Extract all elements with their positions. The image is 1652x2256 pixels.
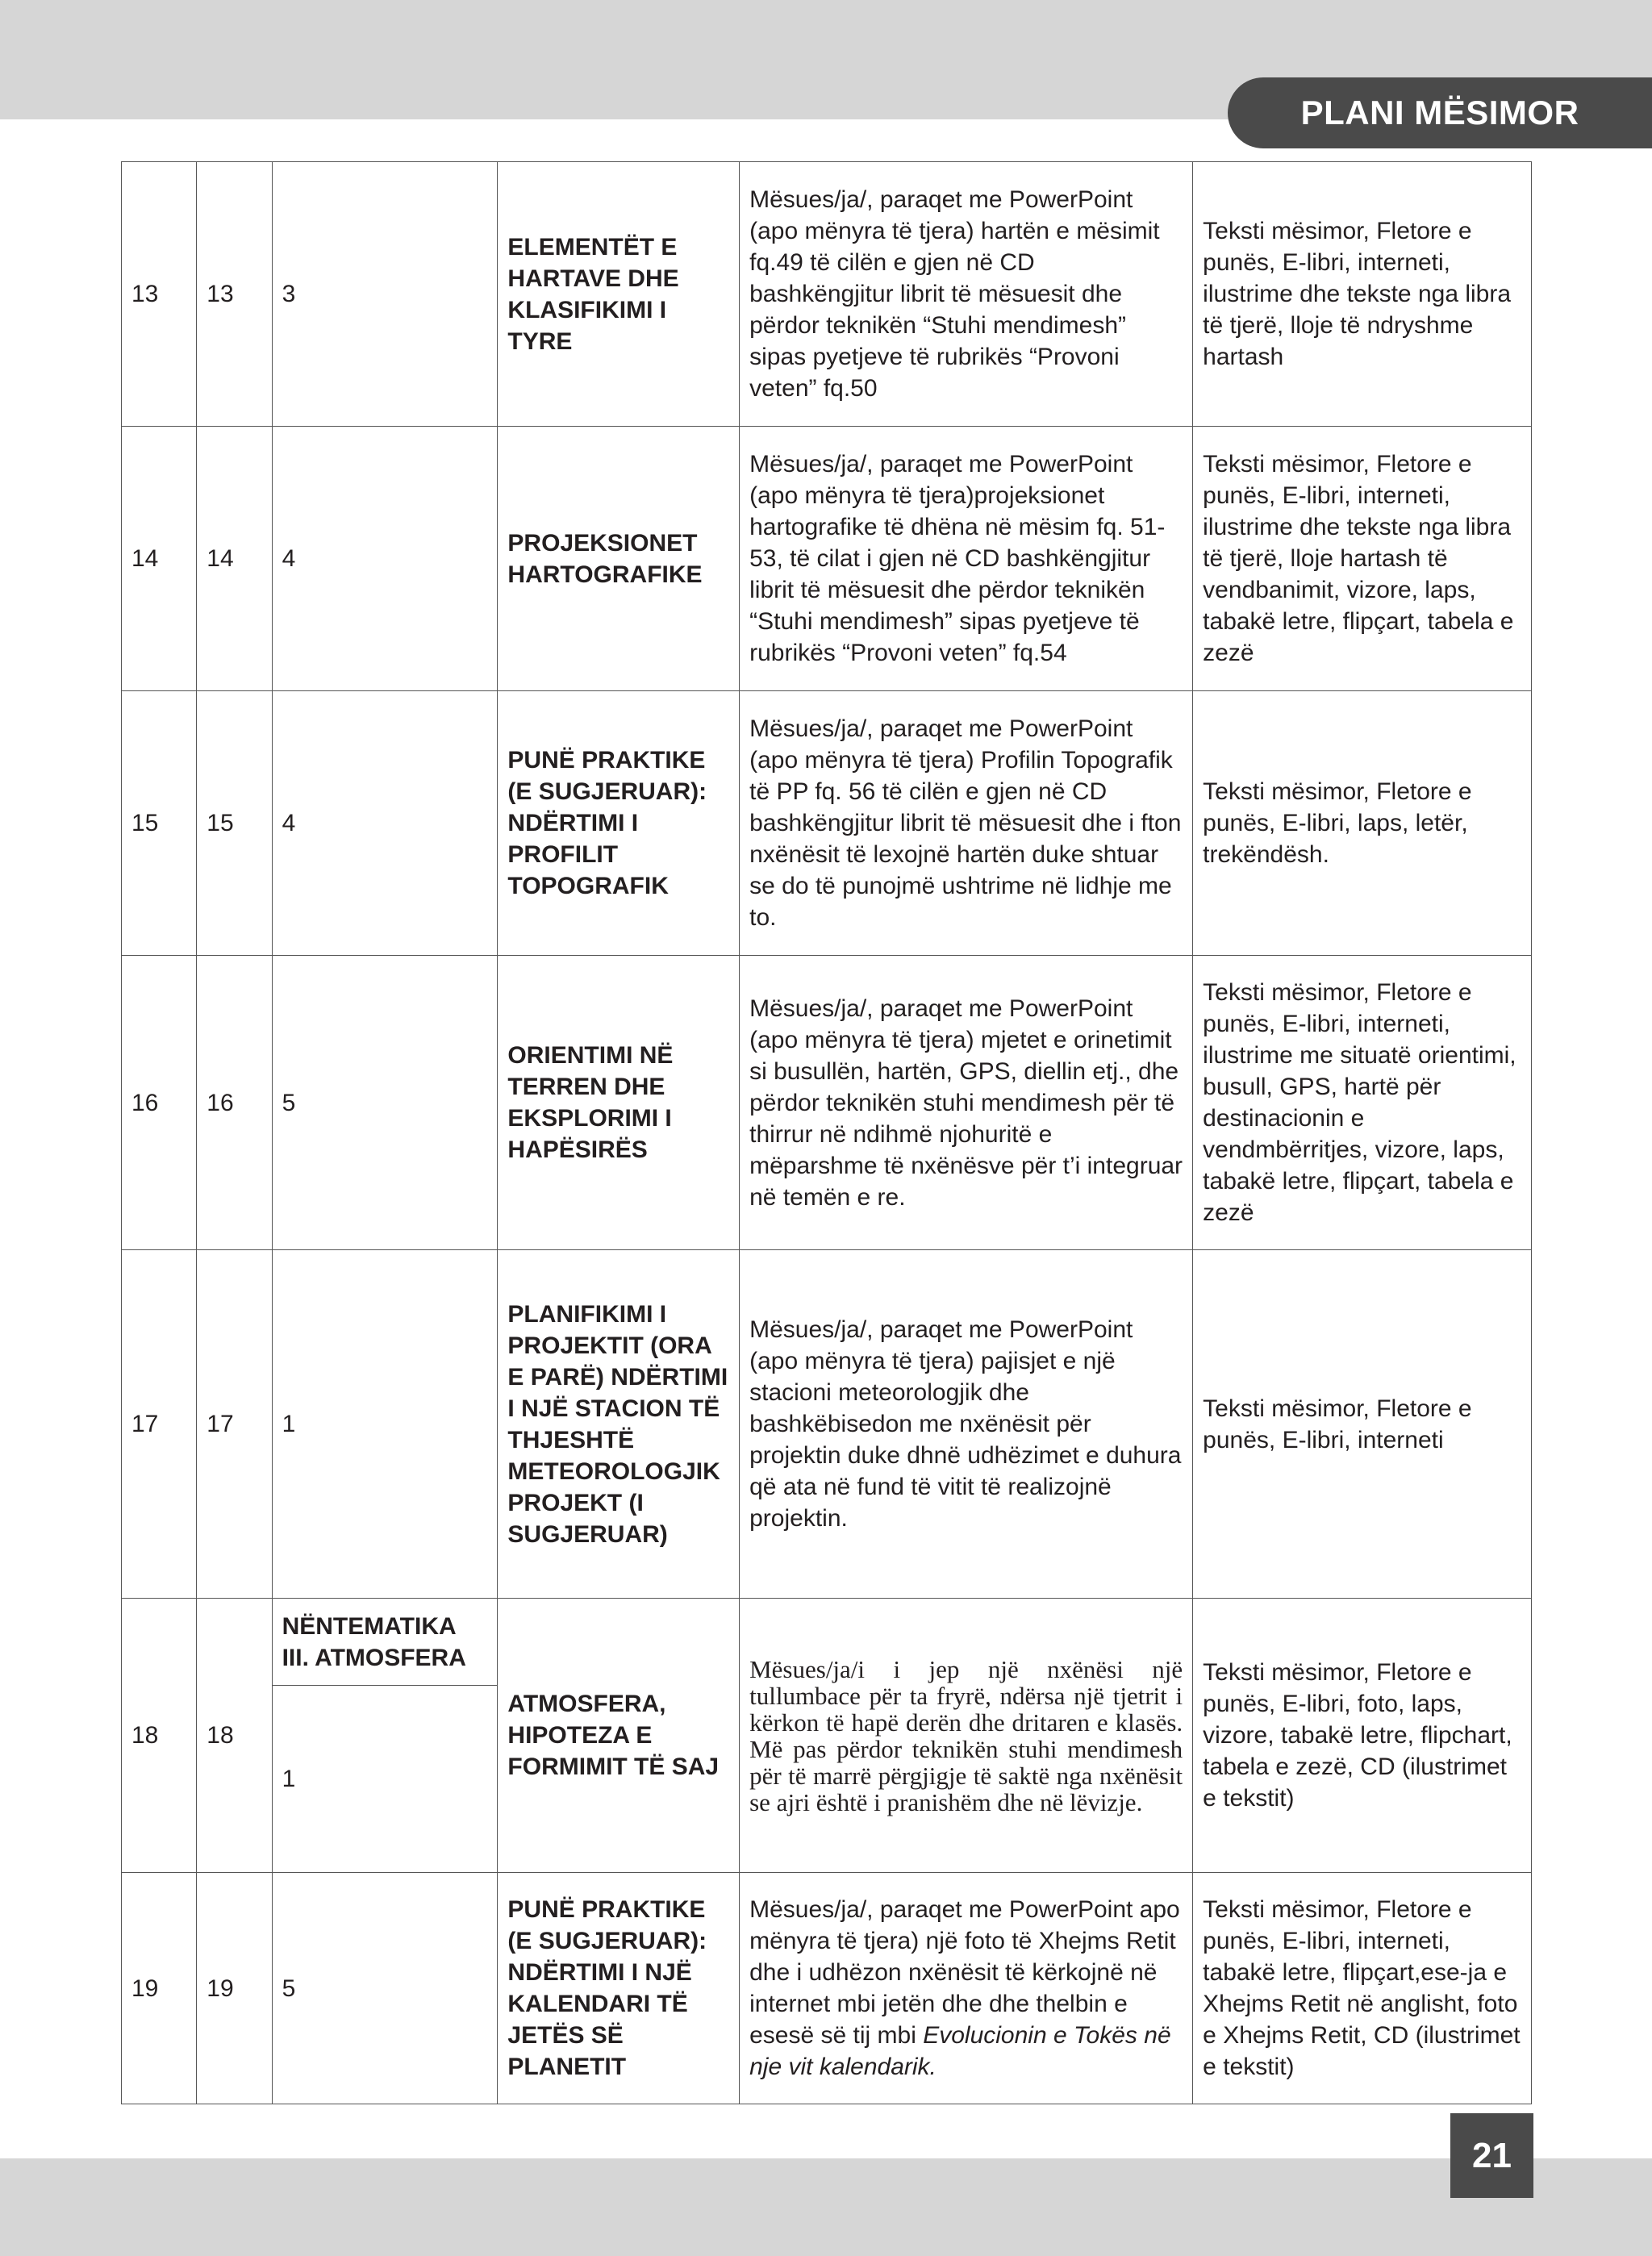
topic-cell: ATMOSFERA, HIPOTEZA E FORMIMIT TË SAJ	[498, 1599, 740, 1873]
hours-cell: 1	[272, 1250, 498, 1599]
lesson-number: 18	[197, 1599, 272, 1873]
description-cell: Mësues/ja/, paraqet me PowerPoint (apo mënyra të tjera) pajisjet e një stacioni meteorologjik dhe bashkëbisedon me nxënësit për projektin duke dhnë udhëzimet e duhura që ata në fund të vitit të realizojnë projektin.	[740, 1250, 1193, 1599]
description-cell: Mësues/ja/, paraqet me PowerPoint (apo mënyra të tjera) Profilin Topografik të PP fq. 56 të cilën e gjen në CD bashkëngjitur librit të mësuesit dhe i fton nxënësit të lexojnë hartën duke shtuar se do të punojmë ushtrime në lidhje me to.	[740, 691, 1193, 956]
resources-cell: Teksti mësimor, Fletore e punës, E-libri, foto, laps, vizore, tabakë letre, flipchart, tabela e zezë, CD (ilustrimet e tekstit)	[1193, 1599, 1532, 1873]
lesson-number: 14	[197, 427, 272, 691]
hours-cell: 1	[272, 1686, 498, 1873]
topic-cell: ORIENTIMI NË TERREN DHE EKSPLORIMI I HAPËSIRËS	[498, 956, 740, 1250]
hours-cell: 4	[272, 427, 498, 691]
resources-cell: Teksti mësimor, Fletore e punës, E-libri, interneti	[1193, 1250, 1532, 1599]
lesson-number: 13	[197, 162, 272, 427]
table-row	[122, 956, 1532, 1250]
row-number: 19	[122, 1873, 197, 2104]
hours-cell: 5	[272, 1873, 498, 2104]
description-italic-text: Evolucionin e Tokës në nje vit kalendarik.	[749, 2022, 1171, 2080]
description-cell: Mësues/ja/, paraqet me PowerPoint (apo mënyra të tjera) hartën e mësimit fq.49 të cilën e gjen në CD bashkëngjitur librit të mësuesit dhe përdor teknikën “Stuhi mendimesh” sipas pyetjeve të rubrikës “Provoni veten” fq.50	[740, 162, 1193, 427]
lesson-number: 15	[197, 691, 272, 956]
hours-cell: 5	[272, 956, 498, 1250]
row-number: 16	[122, 956, 197, 1250]
resources-cell: Teksti mësimor, Fletore e punës, E-libri, interneti, ilustrime dhe tekste nga libra të tjerë, lloje hartash të vendbanimit, vizore, laps, tabakë letre, flipçart, tabela e zezë	[1193, 427, 1532, 691]
description-text: Mësues/ja/, paraqet me PowerPoint apo mënyra të tjera) një foto të Xhejms Retit dhe i udhëzon nxënësit të kërkojnë në internet mbi jetën dhe dhe thelbin e esesë së tij mbi	[749, 1896, 1180, 2049]
page-number-box	[1450, 2113, 1533, 2198]
row-number: 13	[122, 162, 197, 427]
row-number: 14	[122, 427, 197, 691]
table-row	[122, 1250, 1532, 1599]
description-cell: Mësues/ja/i i jep një nxënësi një tullumbace për ta fryrë, ndërsa një tjetrit i kërkon të hapë derën dhe dritaren e klasës. Më pas përdor teknikën stuhi mendimesh për të marrë përgjigje të saktë nga nxënësit se ajri është i pranishëm dhe në lëvizje.	[740, 1599, 1193, 1873]
table-row	[122, 427, 1532, 691]
subtopic-cell: NËNTEMATIKA III. ATMOSFERA	[272, 1599, 498, 1686]
row-number: 15	[122, 691, 197, 956]
row-number: 17	[122, 1250, 197, 1599]
hours-cell: 4	[272, 691, 498, 956]
table-row	[122, 691, 1532, 956]
topic-cell: PLANIFIKIMI I PROJEKTIT (ORA E PARË) NDËRTIMI I NJË STACION TË THJESHTË METEOROLOGJIK PROJEKT (I SUGJERUAR)	[498, 1250, 740, 1599]
page-header-title: PLANI MËSIMOR	[1300, 94, 1579, 131]
bottom-band	[0, 2158, 1652, 2256]
description-cell: Mësues/ja/, paraqet me PowerPoint (apo mënyra të tjera) mjetet e orinetimit si busullën, hartën, GPS, diellin etj., dhe përdor teknikën stuhi mendimesh për të thirrur në ndihmë njohuritë e mëparshme të nxënësve për t’i integruar në temën e re.	[740, 956, 1193, 1250]
topic-cell: PUNË PRAKTIKE (E SUGJERUAR): NDËRTIMI I NJË KALENDARI TË JETËS SË PLANETIT	[498, 1873, 740, 2104]
table-row	[122, 1599, 1532, 1686]
row-number: 18	[122, 1599, 197, 1873]
page-number: 21	[1472, 2135, 1512, 2175]
lesson-number: 19	[197, 1873, 272, 2104]
table-row	[122, 162, 1532, 427]
resources-cell: Teksti mësimor, Fletore e punës, E-libri, laps, letër, trekëndësh.	[1193, 691, 1532, 956]
header-tab	[1228, 77, 1652, 148]
topic-cell: ELEMENTËT E HARTAVE DHE KLASIFIKIMI I TYRE	[498, 162, 740, 427]
lesson-number: 17	[197, 1250, 272, 1599]
table-row	[122, 1873, 1532, 2104]
description-cell	[740, 1873, 1193, 2104]
description-cell: Mësues/ja/, paraqet me PowerPoint (apo mënyra të tjera)projeksionet hartografike të dhëna në mësim fq. 51-53, të cilat i gjen në CD bashkëngjitur librit të mësuesit dhe përdor teknikën “Stuhi mendimesh” sipas pyetjeve të rubrikës “Provoni veten” fq.54	[740, 427, 1193, 691]
resources-cell: Teksti mësimor, Fletore e punës, E-libri, interneti, tabakë letre, flipçart,ese-ja e Xhejms Retit në anglisht, foto e Xhejms Retit, CD (ilustrimet e tekstit)	[1193, 1873, 1532, 2104]
hours-cell: 3	[272, 162, 498, 427]
topic-cell: PUNË PRAKTIKE (E SUGJERUAR): NDËRTIMI I PROFILIT TOPOGRAFIK	[498, 691, 740, 956]
lesson-plan-table	[121, 161, 1532, 2104]
resources-cell: Teksti mësimor, Fletore e punës, E-libri, interneti, ilustrime me situatë orientimi, busull, GPS, hartë për destinacionin e vendmbërritjes, vizore, laps, tabakë letre, flipçart, tabela e zezë	[1193, 956, 1532, 1250]
topic-cell: PROJEKSIONET HARTOGRAFIKE	[498, 427, 740, 691]
resources-cell: Teksti mësimor, Fletore e punës, E-libri, interneti, ilustrime dhe tekste nga libra të tjerë, lloje të ndryshme hartash	[1193, 162, 1532, 427]
lesson-number: 16	[197, 956, 272, 1250]
